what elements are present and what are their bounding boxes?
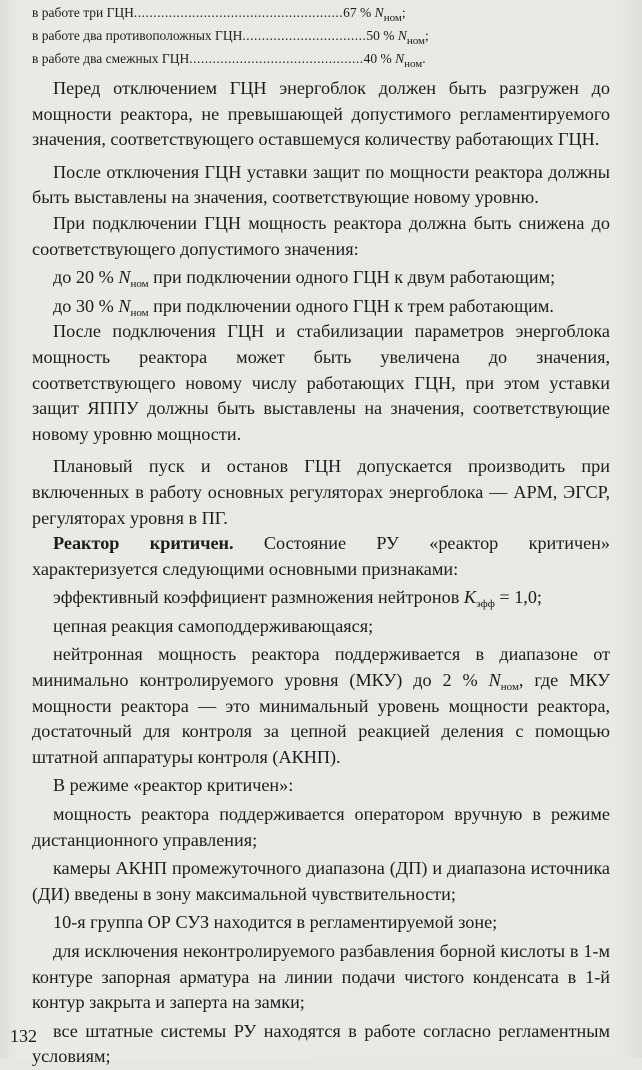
page-number: 132 <box>10 1026 37 1046</box>
power-subscript: ном <box>406 35 425 47</box>
table-line-label: в работе два противоположных ГЦН <box>32 28 243 43</box>
list-item: камеры АКНП промежуточного диапазона (ДП) и диапазона источника (ДИ) введены в зону максимальной чувствительности; <box>32 858 610 904</box>
paragraph: Перед отключением ГЦН энергоблок должен быть разгружен до мощности реактора, не превышающей допустимого регламентируемого значения, соответствующего оставшемуся количеству работающих ГЦН. <box>32 78 610 150</box>
power-symbol: N <box>397 28 407 43</box>
power-symbol: N <box>118 295 131 316</box>
table-line-label: в работе два смежных ГЦН <box>32 51 190 66</box>
list-item: до 30 % $N_{ном}$ при подключении одного ГЦН к трем работающим. <box>53 295 554 319</box>
power-symbol: N <box>488 670 501 691</box>
power-subscript: ном <box>130 278 149 291</box>
leader-dots: ............................................. <box>189 51 364 66</box>
power-subscript: ном <box>130 306 149 319</box>
paragraph: После подключения ГЦН и стабилизации параметров энергоблока мощность реактора может быть увеличена до значения, соответствующего новому числу работающих ГЦН, при этом уставки защит ЯППУ должны быть выставлены на значения, соответствующие новому уровню мощности. <box>32 321 610 444</box>
list-item: 10-я группа ОР СУЗ находится в регламентируемой зоне; <box>53 912 498 933</box>
power-symbol: N <box>395 51 405 66</box>
leader-dots: ................................ <box>242 28 367 43</box>
table-line <box>32 28 429 47</box>
section-heading: Реактор критичен. <box>53 533 234 554</box>
list-item: для исключения неконтролируемого разбавления борной кислоты в 1-м контуре запорная арматура на линии подачи чистого конденсата в 1-й контур закрыта и заперта на замки; <box>32 941 610 1013</box>
table-line-value: 67 % <box>343 5 372 20</box>
power-subscript: ном <box>404 58 423 70</box>
power-subscript: ном <box>500 681 519 694</box>
list-item: нейтронная мощность реактора поддерживается в диапазоне от минимально контролируемого уровня (МКУ) до 2 % $N_{ном}$, где МКУ мощности реактора — это минимальный уровень мощности реактора, достаточный для контроля за цепной реакцией деления с помощью штатной аппаратуры контроля (АКНП). <box>32 644 610 767</box>
paragraph: Плановый пуск и останов ГЦН допускается производить при включенных в работу основных регуляторах энергоблока — АРМ, ЭГСР, регуляторах уровня в ПГ. <box>32 456 610 528</box>
list-item: до 20 % $N_{ном}$ при подключении одного ГЦН к двум работающим; <box>53 267 556 291</box>
table-line-end: ; <box>425 28 429 43</box>
list-item: все штатные системы РУ находятся в работе согласно регламентным условиям; <box>32 1020 610 1067</box>
power-subscript: ном <box>383 12 402 24</box>
power-symbol: N <box>118 267 131 288</box>
table-line <box>32 5 406 24</box>
paragraph: В режиме «реактор критичен»: <box>53 775 294 796</box>
power-symbol: N <box>374 5 384 20</box>
leader-dots: ...................................................... <box>133 5 344 20</box>
section-paragraph: Реактор критичен. Состояние РУ «реактор критичен» характеризуется следующими основными признаками: <box>32 533 610 579</box>
table-line-label: в работе три ГЦН <box>32 5 134 20</box>
paragraph: После отключения ГЦН уставки защит по мощности реактора должны быть выставлены на значения, соответствующие новому уровню. <box>32 161 610 208</box>
table-line <box>32 51 426 70</box>
list-item: эффективный коэффициент размножения нейтронов $K_{эфф} = 1,0$; <box>53 587 542 611</box>
list-item: мощность реактора поддерживается оператором вручную в режиме дистанционного управления; <box>32 804 610 850</box>
k-symbol: K <box>463 587 476 608</box>
body-text <box>32 76 610 1070</box>
table-line-end: . <box>422 51 426 66</box>
paragraph: При подключении ГЦН мощность реактора должна быть снижена до соответствующего допустимого значения: <box>32 212 610 259</box>
list-item: цепная реакция самоподдерживающаяся; <box>53 615 374 636</box>
k-subscript: эфф <box>475 598 495 611</box>
table-line-end: ; <box>401 5 406 20</box>
table-line-value: 50 % <box>366 28 395 43</box>
table-line-value: 40 % <box>363 51 392 66</box>
